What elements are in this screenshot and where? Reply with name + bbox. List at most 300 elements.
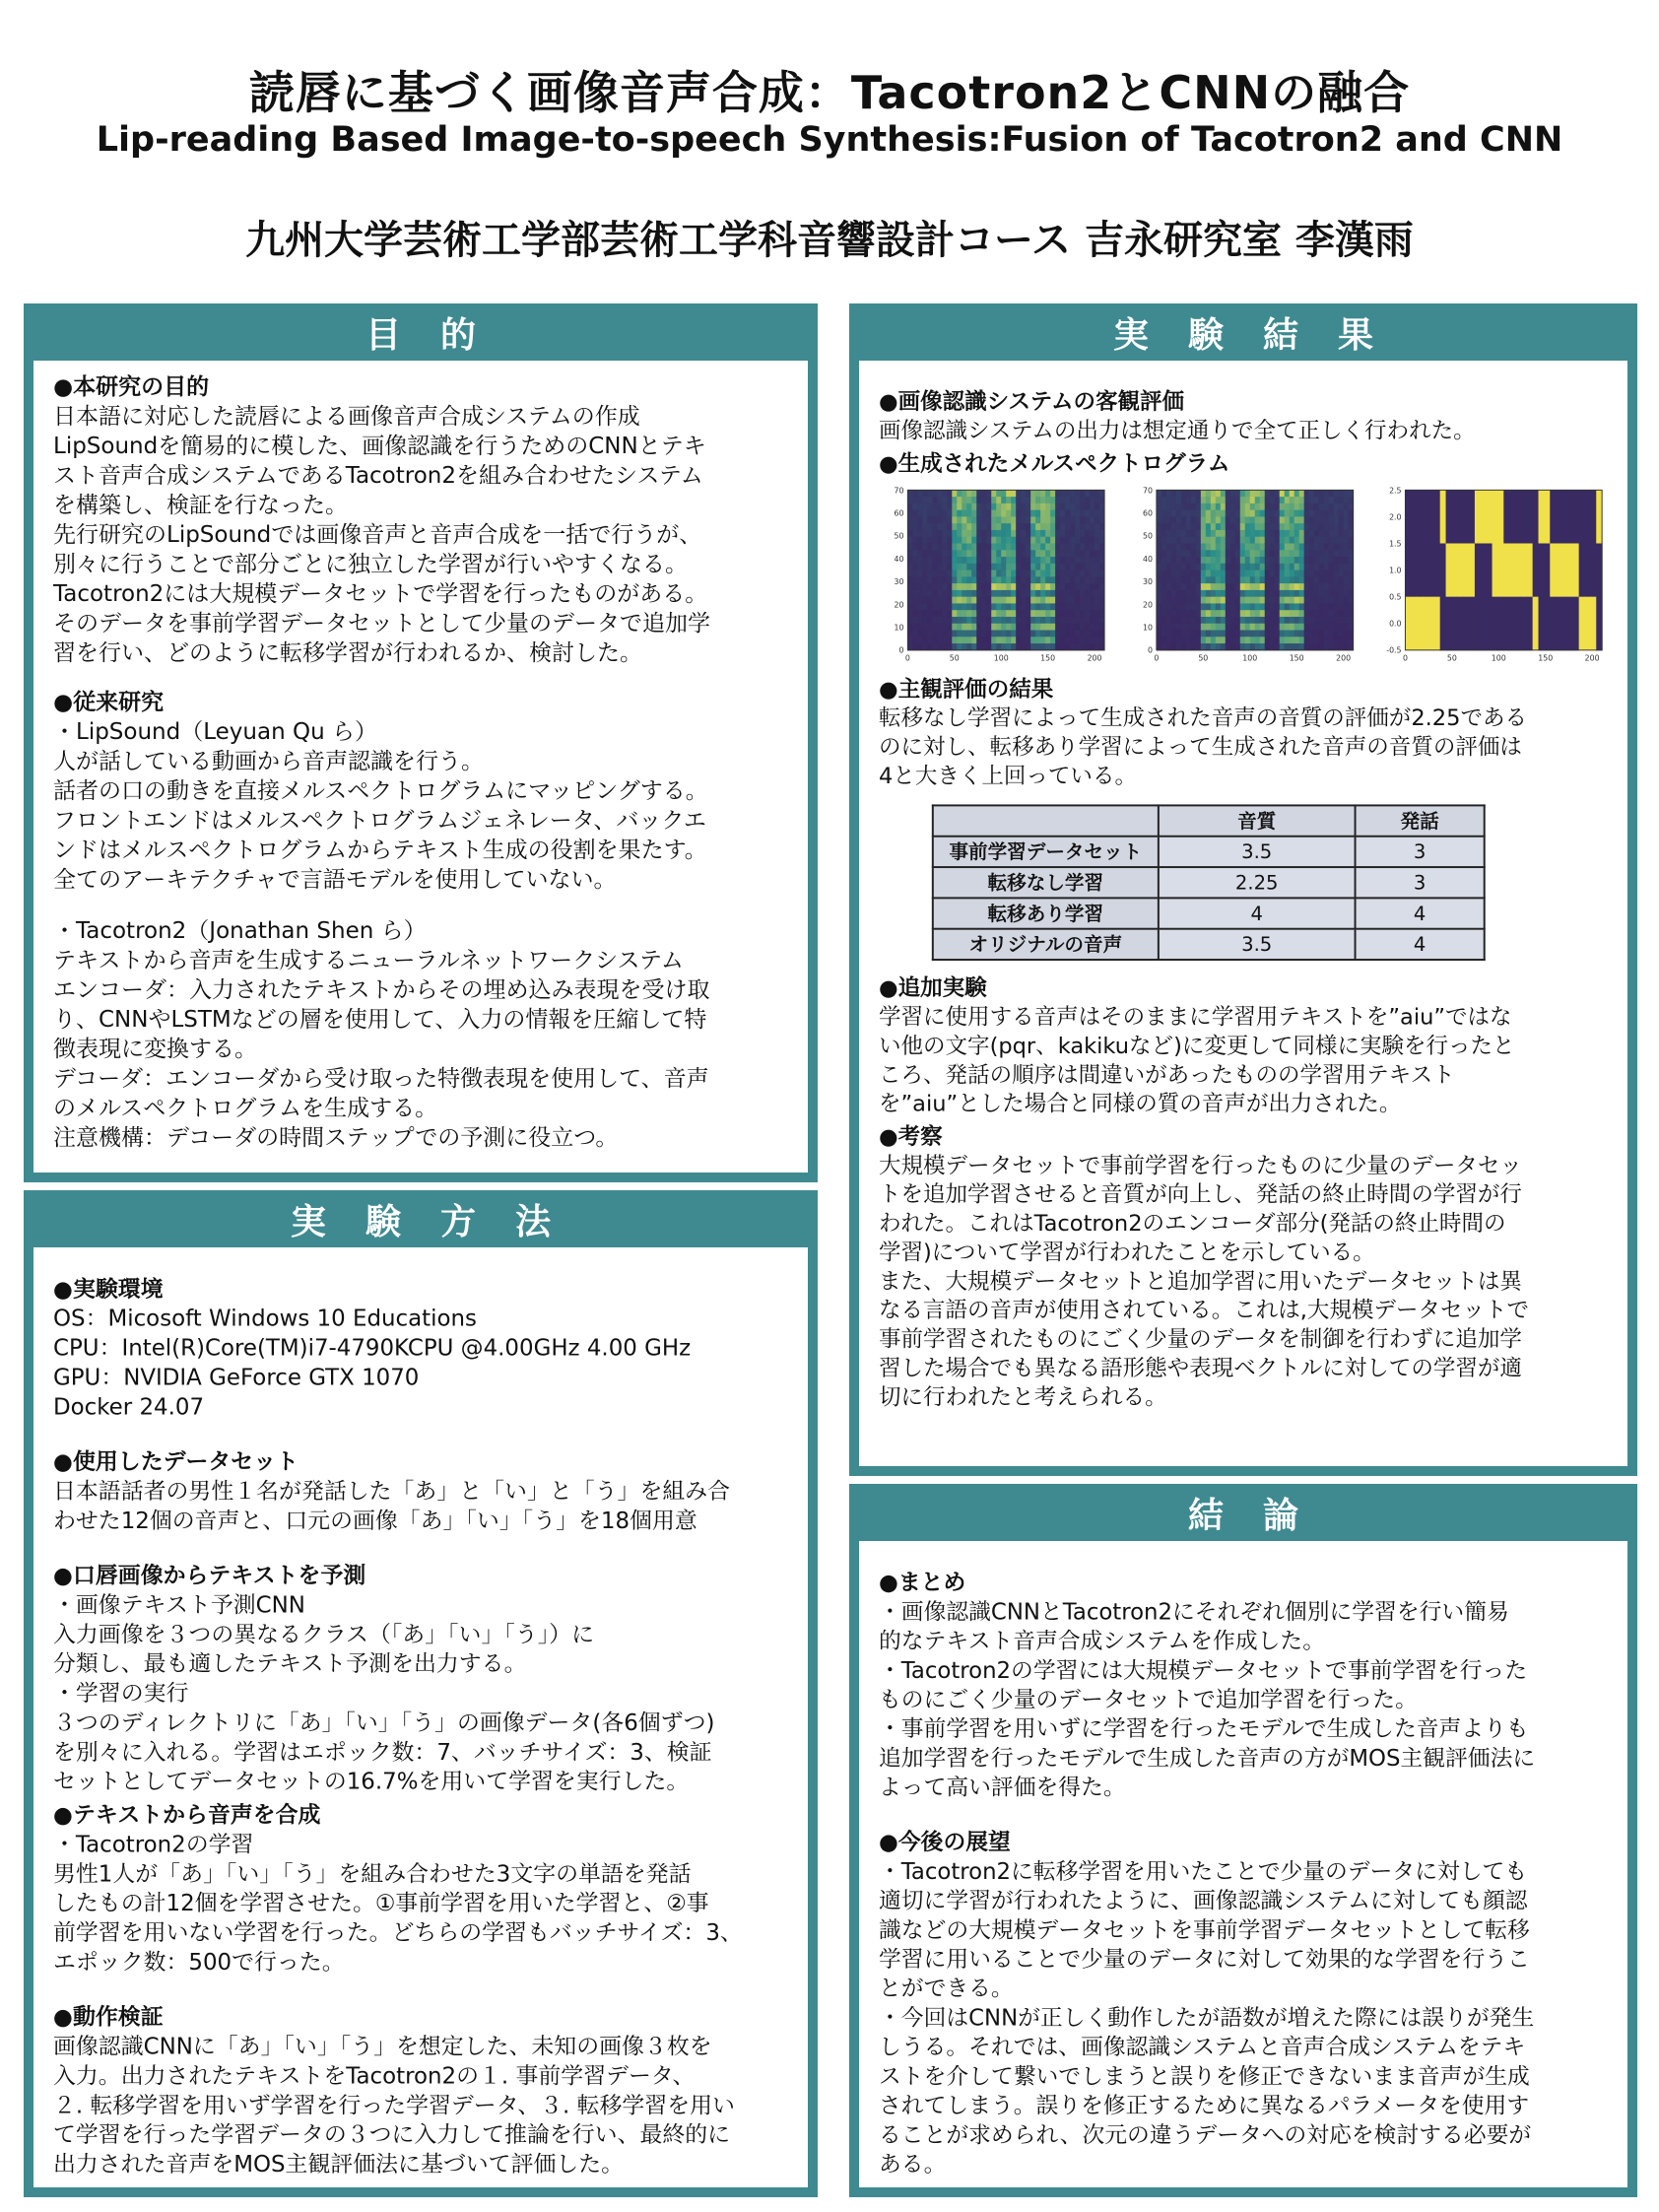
- spectrogram-cell: [1255, 576, 1260, 583]
- spectrogram-cell: [1176, 590, 1181, 597]
- spectrogram-cell: [1196, 597, 1201, 604]
- spectrogram-cell: [1080, 543, 1085, 550]
- spectrogram-cell: [1309, 583, 1314, 590]
- spectrogram-cell: [917, 631, 922, 637]
- spectrogram-cell: [1319, 643, 1324, 650]
- x-tick-label: 100: [993, 653, 1009, 663]
- spectrogram-cell: [927, 543, 932, 550]
- spectrogram-cell: [937, 537, 942, 544]
- spectrogram-cell: [1157, 631, 1161, 637]
- spectrogram-cell: [952, 523, 957, 530]
- spectrogram-cell: [1011, 617, 1016, 624]
- spectrogram-cell: [1055, 583, 1060, 590]
- spectrogram-cell: [927, 523, 932, 530]
- spectrogram-cell: [991, 583, 996, 590]
- spectrogram-cell: [1186, 530, 1191, 537]
- spectrogram-cell: [1161, 503, 1166, 510]
- spectrogram-cell: [1006, 497, 1011, 503]
- table-cell: 2.25: [1159, 867, 1356, 898]
- spectrogram-cell: [1285, 610, 1290, 617]
- spectrogram-cell: [1045, 543, 1050, 550]
- alignment-cell: [1451, 597, 1457, 651]
- spectrogram-cell: [1245, 570, 1250, 577]
- spectrogram-cell: [966, 610, 971, 617]
- spectrogram-cell: [1176, 516, 1181, 523]
- spectrogram-cell: [1006, 590, 1011, 597]
- spectrogram-cell: [1095, 516, 1099, 523]
- panel-mokuteki: [24, 303, 818, 1182]
- spectrogram-cell: [1260, 637, 1265, 643]
- spectrogram-cell: [1085, 537, 1090, 544]
- alignment-cell: [1451, 543, 1457, 597]
- spectrogram-cell: [927, 516, 932, 523]
- spectrogram-cell: [1011, 637, 1016, 643]
- spectrogram-cell: [1075, 557, 1080, 564]
- spectrogram-cell: [932, 576, 937, 583]
- spectrogram-cell: [1250, 603, 1255, 610]
- spectrogram-cell: [1065, 530, 1070, 537]
- alignment-cell: [1446, 597, 1452, 651]
- spectrogram-cell: [1166, 557, 1171, 564]
- spectrogram-cell: [1050, 490, 1055, 497]
- spectrogram-cell: [1171, 503, 1176, 510]
- spectrogram-cell: [927, 603, 932, 610]
- spectrogram-cell: [971, 570, 976, 577]
- spectrogram-cell: [1339, 564, 1344, 570]
- table-header-cell: 音質: [1159, 805, 1356, 836]
- spectrogram-cell: [1171, 637, 1176, 643]
- spectrogram-cell: [991, 516, 996, 523]
- text-line: スト音声合成システムであるTacotron2を組み合わせたシステム: [53, 463, 703, 489]
- alignment-cell: [1475, 543, 1481, 597]
- spectrogram-cell: [952, 497, 957, 503]
- spectrogram-cell: [1226, 497, 1230, 503]
- spectrogram-cell: [962, 643, 966, 650]
- spectrogram-cell: [1075, 610, 1080, 617]
- spectrogram-cell: [1055, 610, 1060, 617]
- spectrogram-cell: [1060, 631, 1065, 637]
- spectrogram-cell: [922, 530, 927, 537]
- spectrogram-cell: [1075, 543, 1080, 550]
- spectrogram-cell: [912, 497, 917, 503]
- spectrogram-cell: [1211, 550, 1216, 557]
- spectrogram-cell: [1070, 643, 1075, 650]
- spectrogram-cell: [962, 610, 966, 617]
- spectrogram-cell: [1016, 490, 1021, 497]
- spectrogram-cell: [1211, 617, 1216, 624]
- spectrogram-cell: [1250, 564, 1255, 570]
- spectrogram-cell: [1171, 597, 1176, 604]
- spectrogram-cell: [991, 631, 996, 637]
- spectrogram-cell: [1309, 603, 1314, 610]
- spectrogram-cell: [1280, 617, 1285, 624]
- text-line: しうる。それでは、画像認識システムと音声合成システムをテキ: [879, 2035, 1526, 2061]
- spectrogram-cell: [1045, 523, 1050, 530]
- spectrogram-cell: [1040, 503, 1045, 510]
- spectrogram-cell: [1206, 583, 1211, 590]
- spectrogram-cell: [1095, 543, 1099, 550]
- spectrogram-cell: [1329, 557, 1334, 564]
- spectrogram-cell: [1294, 543, 1299, 550]
- spectrogram-cell: [1181, 583, 1186, 590]
- spectrogram-cell: [1221, 490, 1226, 497]
- spectrogram-cell: [1226, 503, 1230, 510]
- spectrogram-cell: [1265, 610, 1270, 617]
- spectrogram-cell: [1290, 530, 1294, 537]
- spectrogram-cell: [1304, 530, 1309, 537]
- spectrogram-cell: [1221, 624, 1226, 631]
- spectrogram-cell: [952, 557, 957, 564]
- spectrogram-cell: [1095, 576, 1099, 583]
- spectrogram-cell: [1285, 631, 1290, 637]
- spectrogram-cell: [1265, 557, 1270, 564]
- spectrogram-cell: [922, 543, 927, 550]
- spectrogram-cell: [1206, 617, 1211, 624]
- spectrogram-cell: [1221, 503, 1226, 510]
- spectrogram-cell: [957, 570, 962, 577]
- spectrogram-cell: [1299, 516, 1304, 523]
- spectrogram-cell: [1275, 543, 1280, 550]
- alignment-cell: [1434, 597, 1440, 651]
- spectrogram-cell: [1191, 530, 1196, 537]
- spectrogram-cell: [1235, 597, 1240, 604]
- spectrogram-cell: [1176, 510, 1181, 517]
- spectrogram-cell: [952, 583, 957, 590]
- spectrogram-cell: [1191, 557, 1196, 564]
- spectrogram-cell: [1001, 643, 1006, 650]
- spectrogram-cell: [1329, 603, 1334, 610]
- spectrogram-cell: [917, 610, 922, 617]
- spectrogram-cell: [1090, 617, 1095, 624]
- spectrogram-cell: [1245, 510, 1250, 517]
- spectrogram-cell: [1221, 550, 1226, 557]
- spectrogram-cell: [927, 617, 932, 624]
- spectrogram-cell: [917, 643, 922, 650]
- spectrogram-cell: [1339, 610, 1344, 617]
- spectrogram-cell: [947, 624, 952, 631]
- spectrogram-cell: [1324, 597, 1329, 604]
- spectrogram-cell: [1226, 576, 1230, 583]
- spectrogram-cell: [1011, 576, 1016, 583]
- spectrogram-cell: [1275, 643, 1280, 650]
- text-line: り、CNNやLSTMなどの層を使用して、入力の情報を圧縮して特: [53, 1007, 707, 1033]
- spectrogram-cell: [1055, 523, 1060, 530]
- section-title: ●追加実験: [879, 975, 987, 1002]
- spectrogram-cell: [1230, 537, 1235, 544]
- alignment-cell: [1550, 490, 1556, 544]
- spectrogram-cell: [1265, 523, 1270, 530]
- spectrogram-cell: [981, 543, 986, 550]
- spectrogram-cell: [1001, 564, 1006, 570]
- spectrogram-cell: [937, 603, 942, 610]
- spectrogram-cell: [947, 503, 952, 510]
- spectrogram-cell: [952, 530, 957, 537]
- spectrogram-cell: [1280, 637, 1285, 643]
- spectrogram-cell: [1095, 510, 1099, 517]
- spectrogram-cell: [1016, 583, 1021, 590]
- spectrogram-cell: [1319, 537, 1324, 544]
- alignment-cell: [1475, 597, 1481, 651]
- spectrogram-cell: [1319, 597, 1324, 604]
- spectrogram-cell: [1226, 643, 1230, 650]
- spectrogram-cell: [1245, 523, 1250, 530]
- spectrogram-cell: [1080, 603, 1085, 610]
- spectrogram-cell: [1309, 590, 1314, 597]
- spectrogram-cell: [981, 637, 986, 643]
- spectrogram-cell: [996, 543, 1001, 550]
- spectrogram-cell: [1157, 610, 1161, 617]
- spectrogram-cell: [1186, 576, 1191, 583]
- spectrogram-cell: [1065, 503, 1070, 510]
- spectrogram-cell: [1050, 576, 1055, 583]
- spectrogram-cell: [1260, 530, 1265, 537]
- spectrogram-cell: [1299, 576, 1304, 583]
- spectrogram-cell: [991, 490, 996, 497]
- alignment-cell: [1503, 490, 1509, 544]
- spectrogram-cell: [1270, 490, 1275, 497]
- spectrogram-cell: [1206, 603, 1211, 610]
- spectrogram-cell: [1299, 503, 1304, 510]
- spectrogram-cell: [907, 497, 912, 503]
- spectrogram-cell: [1070, 564, 1075, 570]
- spectrogram-cell: [1035, 503, 1040, 510]
- spectrogram-cell: [996, 597, 1001, 604]
- mel-spectrogram-figures: [883, 484, 1600, 667]
- spectrogram-cell: [1181, 557, 1186, 564]
- spectrogram-cell: [1060, 497, 1065, 503]
- spectrogram-cell: [1265, 543, 1270, 550]
- spectrogram-cell: [1294, 550, 1299, 557]
- spectrogram-cell: [1285, 510, 1290, 517]
- spectrogram-cell: [1030, 643, 1035, 650]
- table-row-label: 転移あり学習: [933, 898, 1159, 928]
- spectrogram-cell: [932, 624, 937, 631]
- spectrogram-cell: [927, 624, 932, 631]
- spectrogram-cell: [1235, 543, 1240, 550]
- spectrogram-cell: [1285, 637, 1290, 643]
- spectrogram-cell: [1260, 490, 1265, 497]
- section-title: ●本研究の目的: [53, 374, 210, 400]
- text-line: セットとしてデータセットの16.7%を用いて学習を実行した。: [53, 1769, 690, 1795]
- spectrogram-cell: [996, 557, 1001, 564]
- text-line: エポック数：500で行った。: [53, 1949, 345, 1976]
- spectrogram-cell: [1196, 543, 1201, 550]
- spectrogram-cell: [1314, 530, 1319, 537]
- spectrogram-cell: [1324, 503, 1329, 510]
- spectrogram-cell: [947, 583, 952, 590]
- spectrogram-cell: [1334, 617, 1339, 624]
- spectrogram-cell: [1095, 530, 1099, 537]
- spectrogram-cell: [1201, 631, 1206, 637]
- spectrogram-cell: [1021, 576, 1026, 583]
- table-row-label: オリジナルの音声: [933, 929, 1159, 960]
- spectrogram-cell: [1021, 610, 1026, 617]
- spectrogram-cell: [1275, 503, 1280, 510]
- spectrogram-cell: [1161, 631, 1166, 637]
- spectrogram-cell: [1216, 516, 1221, 523]
- spectrogram-cell: [1176, 631, 1181, 637]
- alignment-cell: [1446, 490, 1452, 544]
- spectrogram-cell: [1045, 530, 1050, 537]
- text-line: Tacotron2には大規模データセットで学習を行ったものがある。: [53, 581, 708, 607]
- spectrogram-cell: [1021, 603, 1026, 610]
- spectrogram-cell: [937, 510, 942, 517]
- spectrogram-cell: [1171, 543, 1176, 550]
- spectrogram-cell: [1290, 523, 1294, 530]
- spectrogram-cell: [1186, 497, 1191, 503]
- spectrogram-cell: [962, 497, 966, 503]
- alignment-cell: [1428, 597, 1434, 651]
- spectrogram-cell: [1304, 631, 1309, 637]
- spectrogram-cell: [1095, 564, 1099, 570]
- spectrogram-cell: [1171, 570, 1176, 577]
- spectrogram-cell: [1245, 490, 1250, 497]
- spectrogram-cell: [1309, 503, 1314, 510]
- spectrogram-cell: [907, 590, 912, 597]
- spectrogram-cell: [1250, 610, 1255, 617]
- spectrogram-cell: [1230, 603, 1235, 610]
- spectrogram-cell: [966, 564, 971, 570]
- spectrogram-cell: [1319, 543, 1324, 550]
- text-line: 先行研究のLipSoundでは画像音声と音声合成を一括で行うが、: [53, 522, 702, 548]
- spectrogram-cell: [1235, 576, 1240, 583]
- spectrogram-cell: [1166, 503, 1171, 510]
- spectrogram-cell: [1181, 590, 1186, 597]
- spectrogram-cell: [1294, 643, 1299, 650]
- spectrogram-cell: [937, 624, 942, 631]
- spectrogram-cell: [1240, 550, 1245, 557]
- spectrogram-cell: [1006, 523, 1011, 530]
- spectrogram-cell: [1304, 516, 1309, 523]
- spectrogram-cell: [937, 523, 942, 530]
- spectrogram-cell: [917, 576, 922, 583]
- spectrogram-cell: [996, 530, 1001, 537]
- spectrogram-cell: [1304, 624, 1309, 631]
- alignment-cell: [1457, 490, 1463, 544]
- spectrogram-cell: [1090, 576, 1095, 583]
- spectrogram-cell: [1314, 576, 1319, 583]
- spectrogram-cell: [971, 631, 976, 637]
- spectrogram-cell: [912, 523, 917, 530]
- spectrogram-cell: [942, 550, 947, 557]
- alignment-cell: [1550, 543, 1556, 597]
- spectrogram-cell: [1275, 523, 1280, 530]
- spectrogram-cell: [1171, 631, 1176, 637]
- spectrogram-cell: [1329, 637, 1334, 643]
- spectrogram-cell: [1314, 516, 1319, 523]
- spectrogram-cell: [1065, 597, 1070, 604]
- spectrogram-cell: [1314, 590, 1319, 597]
- text-line: 分類し、最も適したテキスト予測を出力する。: [53, 1651, 527, 1678]
- spectrogram-cell: [1265, 583, 1270, 590]
- spectrogram-cell: [976, 537, 981, 544]
- spectrogram-cell: [1035, 610, 1040, 617]
- spectrogram-cell: [1085, 603, 1090, 610]
- spectrogram-cell: [1309, 624, 1314, 631]
- x-tick-label: 0: [1402, 653, 1408, 663]
- spectrogram-cell: [1280, 497, 1285, 503]
- spectrogram-cell: [1294, 530, 1299, 537]
- alignment-cell: [1463, 543, 1469, 597]
- spectrogram-cell: [1240, 523, 1245, 530]
- text-line: 画像認識システムの出力は想定通りで全て正しく行われた。: [879, 418, 1476, 444]
- spectrogram-cell: [1030, 637, 1035, 643]
- spectrogram-cell: [986, 603, 991, 610]
- spectrogram-cell: [1226, 543, 1230, 550]
- section-title: ●テキストから音声を合成: [53, 1802, 321, 1829]
- spectrogram-cell: [1166, 603, 1171, 610]
- spectrogram-cell: [1171, 510, 1176, 517]
- table-cell: 3.5: [1159, 929, 1356, 960]
- spectrogram-cell: [1157, 557, 1161, 564]
- spectrogram-cell: [1011, 543, 1016, 550]
- spectrogram-cell: [1260, 576, 1265, 583]
- spectrogram-cell: [1339, 557, 1344, 564]
- spectrogram-cell: [1250, 543, 1255, 550]
- spectrogram-cell: [1265, 631, 1270, 637]
- spectrogram-cell: [962, 490, 966, 497]
- spectrogram-cell: [1176, 523, 1181, 530]
- spectrogram-cell: [1290, 564, 1294, 570]
- spectrogram-cell: [1230, 490, 1235, 497]
- spectrogram-cell: [1090, 597, 1095, 604]
- spectrogram-cell: [1050, 637, 1055, 643]
- spectrogram-cell: [1265, 570, 1270, 577]
- spectrogram-cell: [1290, 503, 1294, 510]
- spectrogram-cell: [1166, 590, 1171, 597]
- spectrogram-cell: [1265, 590, 1270, 597]
- spectrogram-cell: [1226, 516, 1230, 523]
- spectrogram-cell: [971, 576, 976, 583]
- spectrogram-cell: [1021, 557, 1026, 564]
- spectrogram-cell: [1171, 490, 1176, 497]
- spectrogram-cell: [1206, 550, 1211, 557]
- spectrogram-cell: [1001, 570, 1006, 577]
- spectrogram-cell: [1265, 503, 1270, 510]
- spectrogram-cell: [1075, 503, 1080, 510]
- spectrogram-cell: [976, 590, 981, 597]
- spectrogram-cell: [1299, 530, 1304, 537]
- spectrogram-cell: [1285, 537, 1290, 544]
- spectrogram-cell: [927, 576, 932, 583]
- text-line: よって高い評価を得た。: [879, 1775, 1126, 1801]
- alignment-cell: [1497, 597, 1503, 651]
- text-block: [879, 704, 1592, 791]
- spectrogram-cell: [1021, 490, 1026, 497]
- spectrogram-cell: [1285, 523, 1290, 530]
- spectrogram-cell: [922, 597, 927, 604]
- alignment-cell: [1434, 543, 1440, 597]
- spectrogram-cell: [1001, 550, 1006, 557]
- spectrogram-cell: [1280, 583, 1285, 590]
- alignment-cell: [1423, 543, 1428, 597]
- spectrogram-cell: [1161, 590, 1166, 597]
- spectrogram-cell: [976, 510, 981, 517]
- spectrogram-cell: [1085, 497, 1090, 503]
- spectrogram-cell: [1065, 516, 1070, 523]
- spectrogram-cell: [922, 643, 927, 650]
- spectrogram-cell: [1181, 523, 1186, 530]
- spectrogram-cell: [1161, 576, 1166, 583]
- spectrogram-cell: [981, 643, 986, 650]
- alignment-cell: [1405, 597, 1411, 651]
- alignment-cell: [1509, 543, 1515, 597]
- spectrogram-cell: [1157, 583, 1161, 590]
- spectrogram-cell: [1334, 583, 1339, 590]
- spectrogram-cell: [1226, 530, 1230, 537]
- spectrogram-cell: [1040, 497, 1045, 503]
- spectrogram-cell: [1260, 510, 1265, 517]
